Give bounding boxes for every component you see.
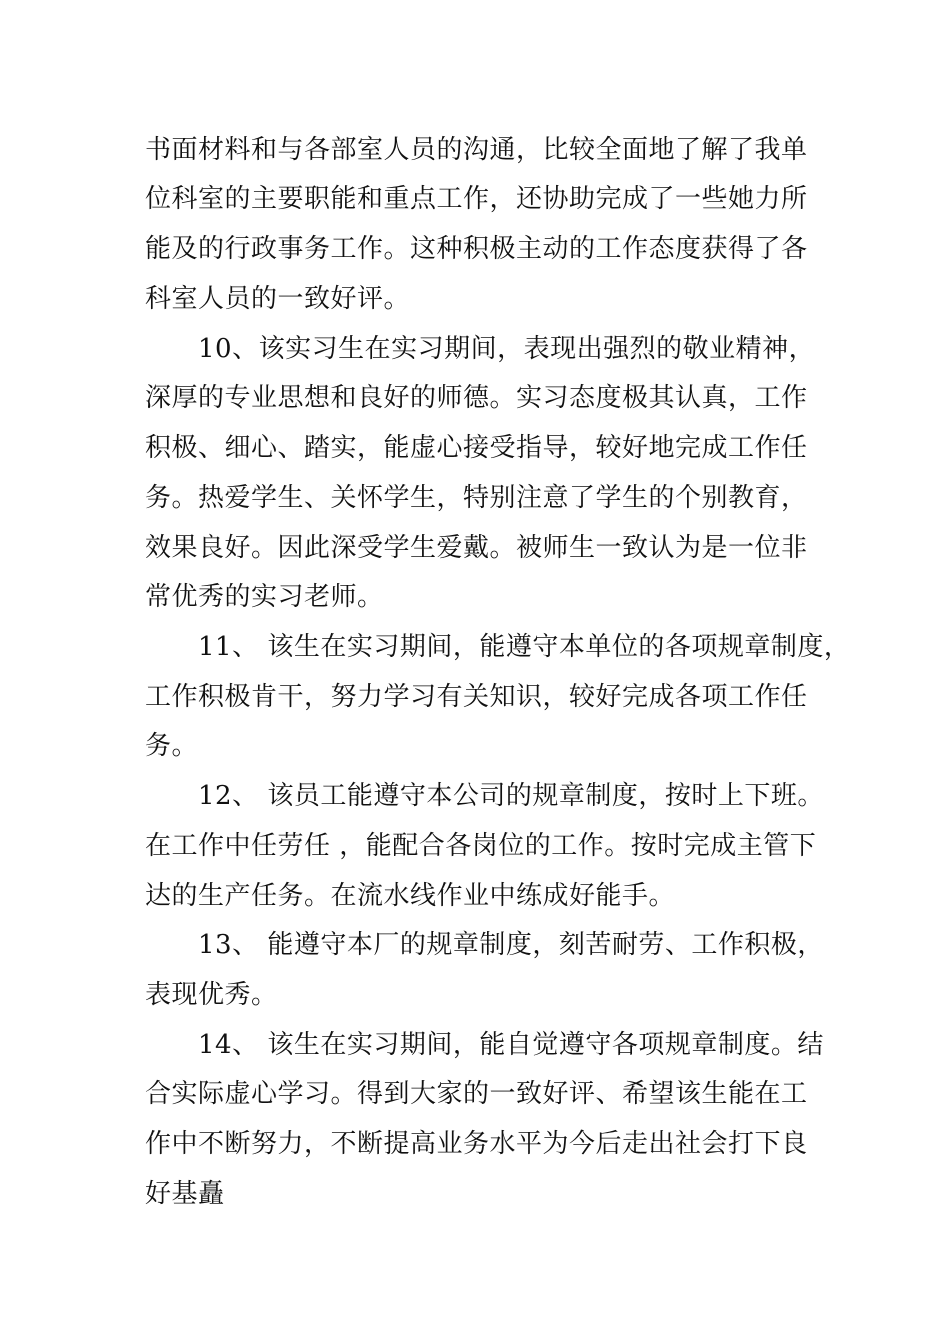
text-line: 效果良好。因此深受学生爱戴。被师生一致认为是一位非 [145,533,808,563]
paragraph-12-first-line: 12、 该员工能遵守本公司的规章制度，按时上下班。 [198,781,824,811]
text-line: 书面材料和与各部室人员的沟通，比较全面地了解了我单 [145,135,808,165]
text-line: 位科室的主要职能和重点工作，还协助完成了一些她力所 [145,184,808,214]
text-line: 表现优秀。 [145,980,278,1010]
text-line: 能及的行政事务工作。这种积极主动的工作态度获得了各 [145,234,808,264]
text-line: 在工作中任劳任 ，能配合各岗位的工作。按时完成主管下 [145,831,817,861]
text-line: 合实际虚心学习。得到大家的一致好评、希望该生能在工 [145,1079,808,1109]
text-line: 工作积极肯干，努力学习有关知识，较好完成各项工作任 [145,682,808,712]
text-line: 科室人员的一致好评。 [145,284,411,314]
text-line: 深厚的专业思想和良好的师德。实习态度极其认真，工作 [145,383,808,413]
paragraph-14-first-line: 14、 该生在实习期间，能自觉遵守各项规章制度。结 [198,1030,824,1060]
text-line: 积极、细心、踏实，能虚心接受指导，较好地完成工作任 [145,433,808,463]
text-line: 好基矗 [145,1179,225,1209]
paragraph-13-first-line: 13、 能遵守本厂的规章制度，刻苦耐劳、工作积极， [198,930,824,960]
text-line: 作中不断努力，不断提高业务水平为今后走出社会打下良 [145,1129,808,1159]
paragraph-10-first-line: 10、该实习生在实习期间，表现出强烈的敬业精神， [198,334,816,364]
text-line: 务。热爱学生、关怀学生，特别注意了学生的个别教育， [145,483,808,513]
text-line: 务。 [145,731,199,761]
text-line: 常优秀的实习老师。 [145,582,384,612]
text-line: 达的生产任务。在流水线作业中练成好能手。 [145,881,676,911]
paragraph-11-first-line: 11、 该生在实习期间，能遵守本单位的各项规章制度， [198,632,851,662]
